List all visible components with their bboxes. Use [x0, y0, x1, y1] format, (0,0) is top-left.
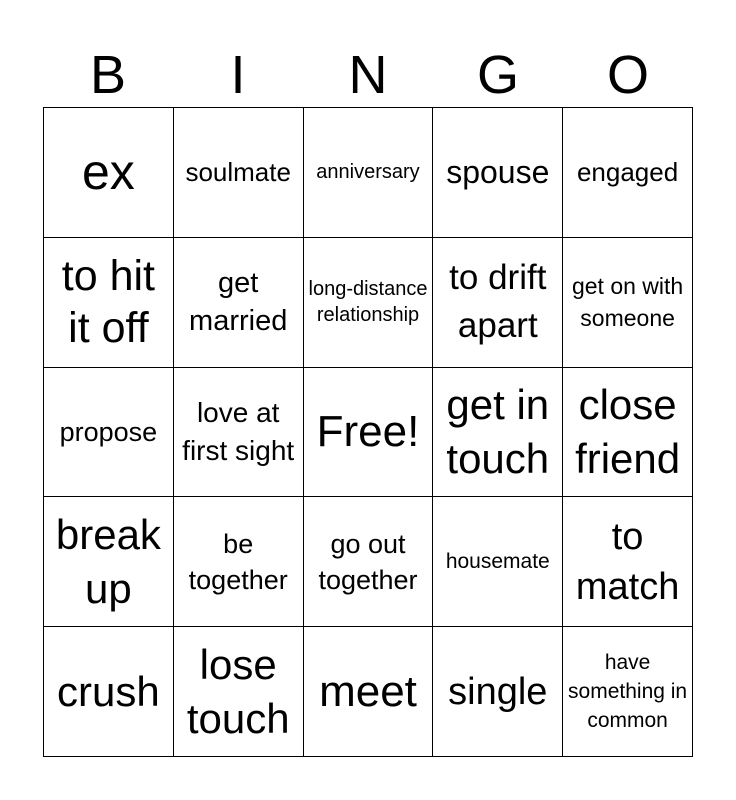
cell-text: go out together [318, 528, 418, 595]
bingo-header [43, 42, 693, 108]
bingo-cell[interactable] [44, 108, 174, 238]
cell-text: get in touch [446, 380, 550, 482]
bingo-cell[interactable] [44, 497, 174, 627]
bingo-cell[interactable] [433, 238, 563, 368]
bingo-cell[interactable] [304, 627, 434, 757]
free-space: Free! [316, 406, 420, 456]
header-letter-o: O [606, 45, 649, 105]
bingo-cell[interactable] [304, 497, 434, 627]
bingo-cell[interactable] [174, 368, 304, 498]
bingo-cell[interactable] [174, 108, 304, 238]
cell-text: be together [188, 528, 288, 595]
header-letter-i: I [230, 45, 246, 105]
cell-text: lose touch [186, 640, 290, 742]
bingo-cell[interactable] [174, 627, 304, 757]
bingo-cell[interactable] [44, 238, 174, 368]
bingo-cell[interactable] [433, 627, 563, 757]
bingo-cell[interactable] [304, 238, 434, 368]
cell-text: spouse [446, 154, 550, 191]
cell-text: single [448, 670, 548, 713]
cell-text: get on with someone [571, 273, 684, 332]
cell-text: soulmate [185, 157, 291, 188]
bingo-cell[interactable] [44, 627, 174, 757]
bingo-grid [43, 107, 693, 757]
bingo-cell[interactable] [563, 368, 693, 498]
cell-text: housemate [445, 549, 550, 573]
cell-text: anniversary [316, 161, 420, 184]
cell-text: get married [189, 267, 288, 338]
bingo-cell[interactable] [304, 368, 434, 498]
bingo-cell[interactable] [433, 368, 563, 498]
cell-text: engaged [576, 157, 679, 188]
cell-text: to match [575, 515, 680, 608]
bingo-cell[interactable] [433, 108, 563, 238]
cell-text: love at first sight [182, 396, 295, 466]
bingo-cell[interactable] [563, 497, 693, 627]
bingo-cell[interactable] [563, 108, 693, 238]
bingo-cell[interactable] [44, 368, 174, 498]
bingo-cell[interactable] [563, 238, 693, 368]
cell-text: meet [319, 666, 417, 716]
cell-text: crush [57, 667, 160, 715]
bingo-cell[interactable] [174, 497, 304, 627]
cell-text: to hit it off [61, 252, 156, 353]
cell-text: propose [59, 416, 158, 447]
bingo-cell[interactable] [563, 627, 693, 757]
cell-text: long-distance relationship [308, 278, 428, 327]
header-letter-n: N [348, 45, 388, 105]
cell-text: ex [81, 144, 135, 201]
cell-text: to drift apart [449, 258, 547, 346]
bingo-cell[interactable] [433, 497, 563, 627]
cell-text: break up [55, 510, 161, 612]
header-letter-g: G [476, 45, 519, 105]
header-letter-b: B [89, 45, 127, 105]
cell-text: have something in common [568, 651, 688, 733]
bingo-cell[interactable] [174, 238, 304, 368]
cell-text: close friend [575, 380, 681, 482]
bingo-cell[interactable] [304, 108, 434, 238]
